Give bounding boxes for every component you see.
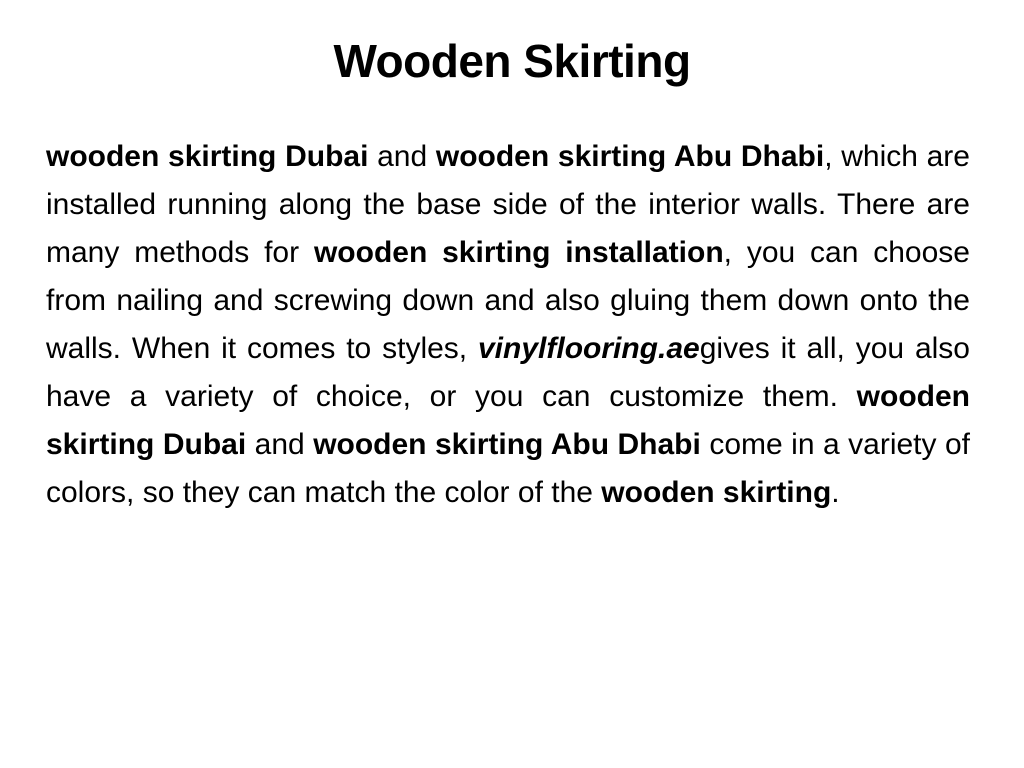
body-text: come in a variety of colors, so they can match the color of the [46,428,971,509]
site-name: vinylflooring.ae [478,332,700,365]
keyword-bold: wooden skirting Dubai [46,140,369,173]
keyword-bold: wooden skirting Dubai [46,380,970,461]
body-text: , you can choose from nailing and screwing down and also gluing them down onto the walls. When it comes to styles, [46,236,970,365]
body-text: and [368,140,436,173]
keyword-bold: wooden skirting Abu Dhabi [435,140,825,173]
keyword-bold: wooden skirting installation [313,236,724,269]
body-text: , which are installed running along the base side of the interior walls. There are many methods for [46,140,970,269]
keyword-bold: wooden skirting [601,476,832,509]
keyword-bold: wooden skirting Abu Dhabi [313,428,701,461]
site-name-bold-italic [478,332,700,365]
slide-title: Wooden Skirting [333,35,691,87]
body-text: and [246,428,314,461]
slide-body-paragraph [46,133,970,517]
body-text: gives it all, you also have a variety of choice, or you can customize them. [46,332,970,413]
body-text: . [831,476,840,509]
